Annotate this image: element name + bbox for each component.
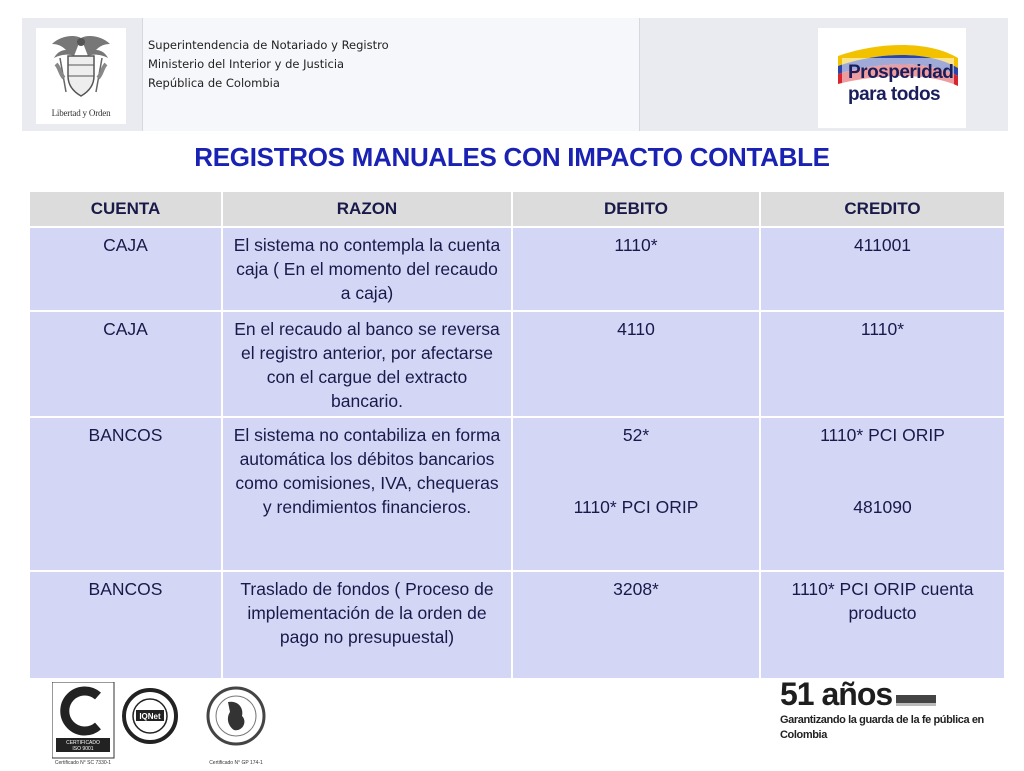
cell-cuenta: CAJA [29, 311, 222, 417]
cell-debito [512, 311, 760, 417]
column-header-cuenta: CUENTA [29, 191, 222, 227]
cell-razon: Traslado de fondos ( Proceso de implementación de la orden de pago no presupuestal) [222, 571, 512, 679]
cert-number-1: Certificado N° SC 7330-1 [54, 760, 112, 766]
cell-cuenta: BANCOS [29, 571, 222, 679]
header-band [22, 18, 1008, 131]
cell-debito [512, 417, 760, 571]
icontec-certificate-icon [52, 682, 114, 766]
ministry-block [142, 18, 640, 131]
colombia-seal-icon [208, 688, 264, 766]
cell-debito [512, 227, 760, 311]
column-header-credito: CREDITO [760, 191, 1005, 227]
logo-line-2: para todos [848, 84, 941, 105]
debito-value: 1110* PCI ORIP [573, 497, 699, 517]
debito-value: 1110* [614, 235, 658, 255]
table-row [29, 571, 1005, 679]
cell-cuenta: CAJA [29, 227, 222, 311]
anniversary-badge [780, 676, 984, 743]
debito-value: 3208* [613, 579, 659, 599]
cell-razon: El sistema no contabiliza en forma automática los débitos bancarios como comisiones, IVA, chequeras y rendimientos financieros. [222, 417, 512, 571]
debito-value: 52* [622, 425, 650, 445]
cell-debito [512, 571, 760, 679]
anniversary-flag-bar [896, 695, 936, 706]
page-title: REGISTROS MANUALES CON IMPACTO CONTABLE [194, 142, 830, 172]
anniversary-number: 51 años [780, 676, 893, 712]
cell-credito [760, 417, 1005, 571]
credito-value: 1110* [860, 319, 905, 339]
ministry-line-ministerio: Ministerio del Interior y de Justicia [148, 57, 345, 71]
cert-label-2: ISO 9001 [72, 746, 94, 752]
table-header-row [29, 191, 1005, 227]
logo-line-1: Prosperidad [848, 62, 954, 83]
anniversary-tagline: Garantizando la guarda de la fe pública en [780, 714, 984, 726]
cell-credito [760, 227, 1005, 311]
column-header-razon: RAZON [222, 191, 512, 227]
ministry-line-republica: República de Colombia [148, 76, 280, 90]
anniversary-country: Colombia [780, 729, 827, 741]
prosperidad-logo [818, 28, 966, 128]
table-row [29, 417, 1005, 571]
cell-cuenta: BANCOS [29, 417, 222, 571]
debito-value: 4110 [617, 319, 655, 339]
coat-of-arms-icon [46, 32, 116, 104]
cell-credito [760, 311, 1005, 417]
coat-of-arms-logo [36, 28, 126, 124]
cert-label-1: CERTIFICADO [66, 740, 100, 746]
table-row [29, 311, 1005, 417]
iqnet-label: IQNet [139, 712, 161, 721]
crest-caption: Libertad y Orden [51, 108, 111, 118]
credito-value: 1110* PCI ORIP cuenta producto [791, 579, 974, 623]
column-header-debito: DEBITO [512, 191, 760, 227]
credito-value: 411001 [853, 235, 912, 255]
table-row [29, 227, 1005, 311]
certification-logos [52, 682, 282, 771]
cert-number-2: Certificado N° GP 174-1 [209, 760, 263, 766]
ledger-table [28, 190, 1006, 680]
iqnet-seal-icon [124, 690, 176, 742]
cell-razon: El sistema no contempla la cuenta caja ( En el momento del recaudo a caja) [222, 227, 512, 311]
cell-credito [760, 571, 1005, 679]
ministry-line-superintendencia: Superintendencia de Notariado y Registro [148, 38, 389, 52]
credito-value: 481090 [853, 497, 912, 517]
cell-razon: En el recaudo al banco se reversa el registro anterior, por afectarse con el cargue del extracto bancario. [222, 311, 512, 417]
credito-value: 1110* PCI ORIP [820, 425, 945, 445]
